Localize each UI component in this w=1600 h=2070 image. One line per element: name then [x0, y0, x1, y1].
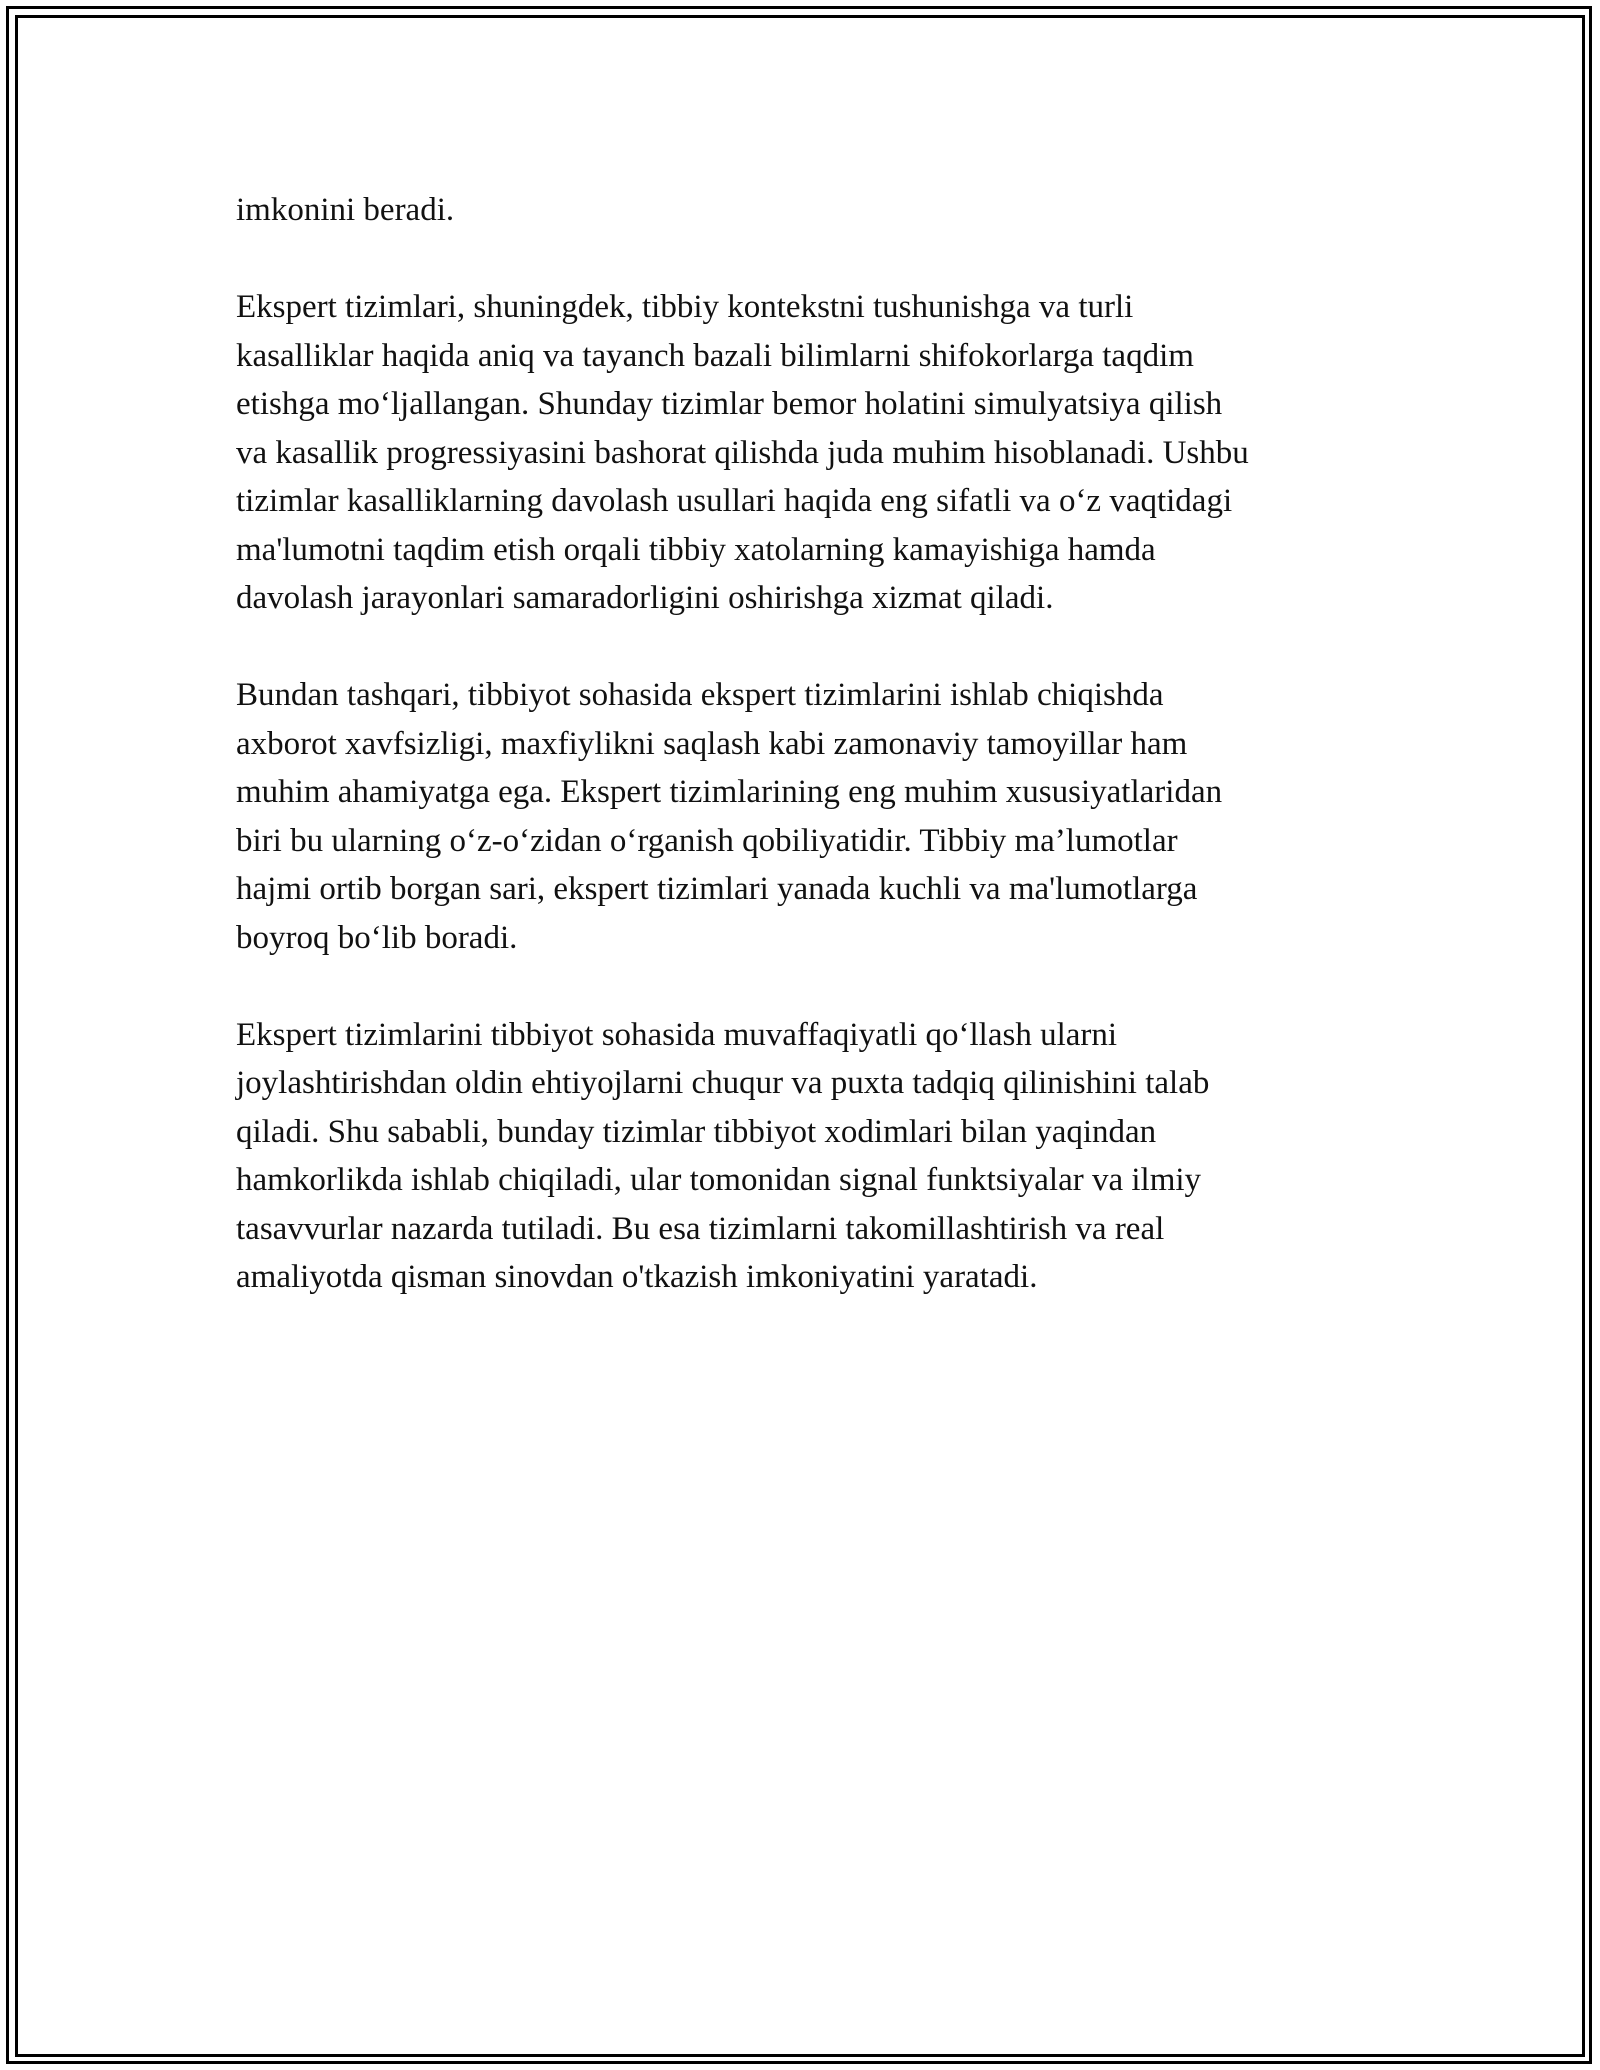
document-body	[236, 186, 1376, 1350]
paragraph-3: Bundan tashqari, tibbiyot sohasida ekspert tizimlarini ishlab chiqishda axborot xavfsizligi, maxfiylikni saqlash kabi zamonaviy tamoyillar ham muhim ahamiyatga ega. Ekspert tizimlarining eng muhim xususiyatlaridan biri bu ularning o‘z-o‘zidan o‘rganish qobiliyatidir. Tibbiy ma’lumotlar hajmi ortib borgan sari, ekspert tizimlari yanada kuchli va ma'lumotlarga boyroq bo‘lib boradi.	[236, 677, 1223, 956]
paragraph-4: Ekspert tizimlarini tibbiyot sohasida muvaffaqiyatli qo‘llash ularni joylashtirishdan oldin ehtiyojlarni chuqur va puxta tadqiq qilinishini talab qiladi. Shu sababli, bunday tizimlar tibbiyot xodimlari bilan yaqindan hamkorlikda ishlab chiqiladi, ular tomonidan signal funktsiyalar va ilmiy tasavvurlar nazarda tutiladi. Bu esa tizimlarni takomillashtirish va real amaliyotda qisman sinovdan o'tkazish imkoniyatini yaratadi.	[236, 1016, 1210, 1295]
paragraph-1: imkonini beradi.	[236, 192, 455, 228]
paragraph-2: Ekspert tizimlari, shuningdek, tibbiy kontekstni tushunishga va turli kasalliklar haqida aniq va tayanch bazali bilimlarni shifokorlarga taqdim etishga mo‘ljallangan. Shunday tizimlar bemor holatini simulyatsiya qilish va kasallik progressiyasini bashorat qilishda juda muhim hisoblanadi. Ushbu tizimlar kasalliklarning davolash usullari haqida eng sifatli va o‘z vaqtidagi ma'lumotni taqdim etish orqali tibbiy xatolarning kamayishiga hamda davolash jarayonlari samaradorligini oshirishga xizmat qiladi.	[236, 289, 1249, 616]
